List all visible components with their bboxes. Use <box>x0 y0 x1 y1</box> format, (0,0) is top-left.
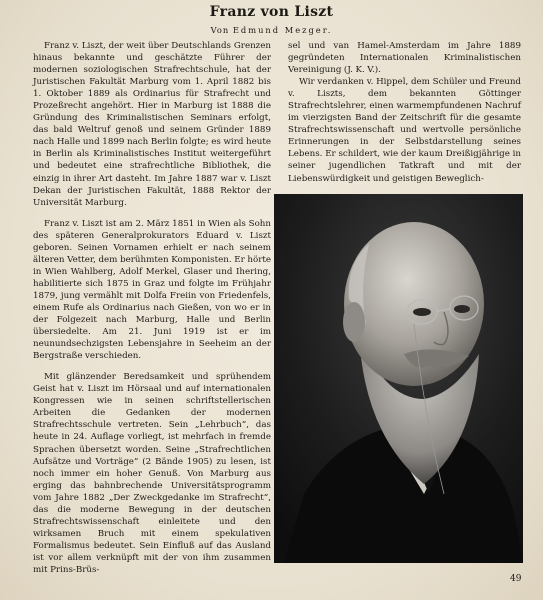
paragraph-2: Franz v. Liszt ist am 2. März 1851 in Wien als Sohn des späteren Generalprokurators Eduard v. Liszt geboren. Seinen Vornamen erhielt er nach seinem älteren Vetter, dem berühmten Komponisten. Er hörte in Wien Wahlberg, Adolf Merkel, Glaser und Ihering, habilitierte sich 1875 in Graz und folgte im Frühjahr 1879, jung vermählt mit Dolfa Freiin von Friedenfels, einem Rufe als Ordinarius nach Gießen, von wo er in der Folgezeit nach Marburg, Halle und Berlin übersiedelte. Am 21. Juni 1919 ist er im neunundsechzigsten Lebensjahre in Seeheim an der Bergstraße verschieden. <box>33 218 271 362</box>
right-column <box>288 40 521 185</box>
left-column <box>33 40 271 576</box>
article-title: Franz von Liszt <box>209 4 334 20</box>
paragraph-3: Mit glänzender Beredsamkeit und sprühendem Geist hat v. Liszt im Hörsaal und auf internationalen Kongressen wie in seinen schriftstellerischen Arbeiten die Gedanken der modernen Strafrechtsschule vertreten. Sein „Lehrbuch“, das heute in 24. Auflage vorliegt, ist mehrfach in fremde Sprachen übersetzt worden. Seine „Strafrechtlichen Aufsätze und Vorträge“ (2 Bände 1905) zu lesen, ist noch immer ein hoher Genuß. Von Marburg aus erging das bahnbrechende Universitätsprogramm vom Jahre 1882 „Der Zweckgedanke im Strafrecht“, das die moderne Bewegung in der deutschen Strafrechtswissenschaft einleitete und den wirksamen Bruch mit einem spekulativen Formalismus bedeutet. Sein Einfluß auf das Ausland ist vor allem verknüpft mit der von ihm zusammen mit Prins-Brüs- <box>33 372 271 575</box>
byline <box>0 25 543 35</box>
page-number: 49 <box>510 574 522 584</box>
portrait-photo <box>274 194 523 563</box>
author-name: Edmund Mezger. <box>232 25 333 35</box>
paragraph-1: Franz v. Liszt, der weit über Deutschlands Grenzen hinaus bekannte und geschätzte Führer der modernen soziologischen Strafrechtschule, hat der Juristischen Fakultät Marburg vom 1. April 1882 bis 1. Oktober 1889 als Ordinarius für Strafrecht und Prozeßrecht angehört. Hier in Marburg ist 1888 die Gründung des Kriminalistischen Seminars erfolgt, das bald Weltruf genoß und seinem Gründer 1889 nach Halle und 1899 nach Berlin folgte; es wird heute in Berlin als Kriminalistisches Institut weitergeführt und bedeutet eine strafrechtliche Bibliothek, die einzig in ihrer Art dasteht. Im Jahre 1887 war v. Liszt Dekan der Juristischen Fakultät, 1888 Rektor der Universität Marburg. <box>33 41 271 208</box>
byline-prefix: Von <box>210 25 230 35</box>
paragraph-5: Wir verdanken v. Hippel, dem Schüler und Freund v. Liszts, dem bekannten Göttinger Strafrechtslehrer, einen warmempfundenen Nachruf im vierzigsten Band der Zeitschrift für die gesamte Strafrechtswissenschaft und wertvolle persönliche Erinnerungen in der Selbstdarstellung seines Lebens. Er schildert, wie der kaum Dreißigjährige in seiner jugendlichen Tatkraft und mit der Liebenswürdigkeit und geistigen Beweglich- <box>288 77 521 184</box>
paragraph-4: sel und van Hamel-Amsterdam im Jahre 1889 gegründeten Internationalen Kriminalistischen Vereinigung (J. K. V.). <box>288 41 521 76</box>
